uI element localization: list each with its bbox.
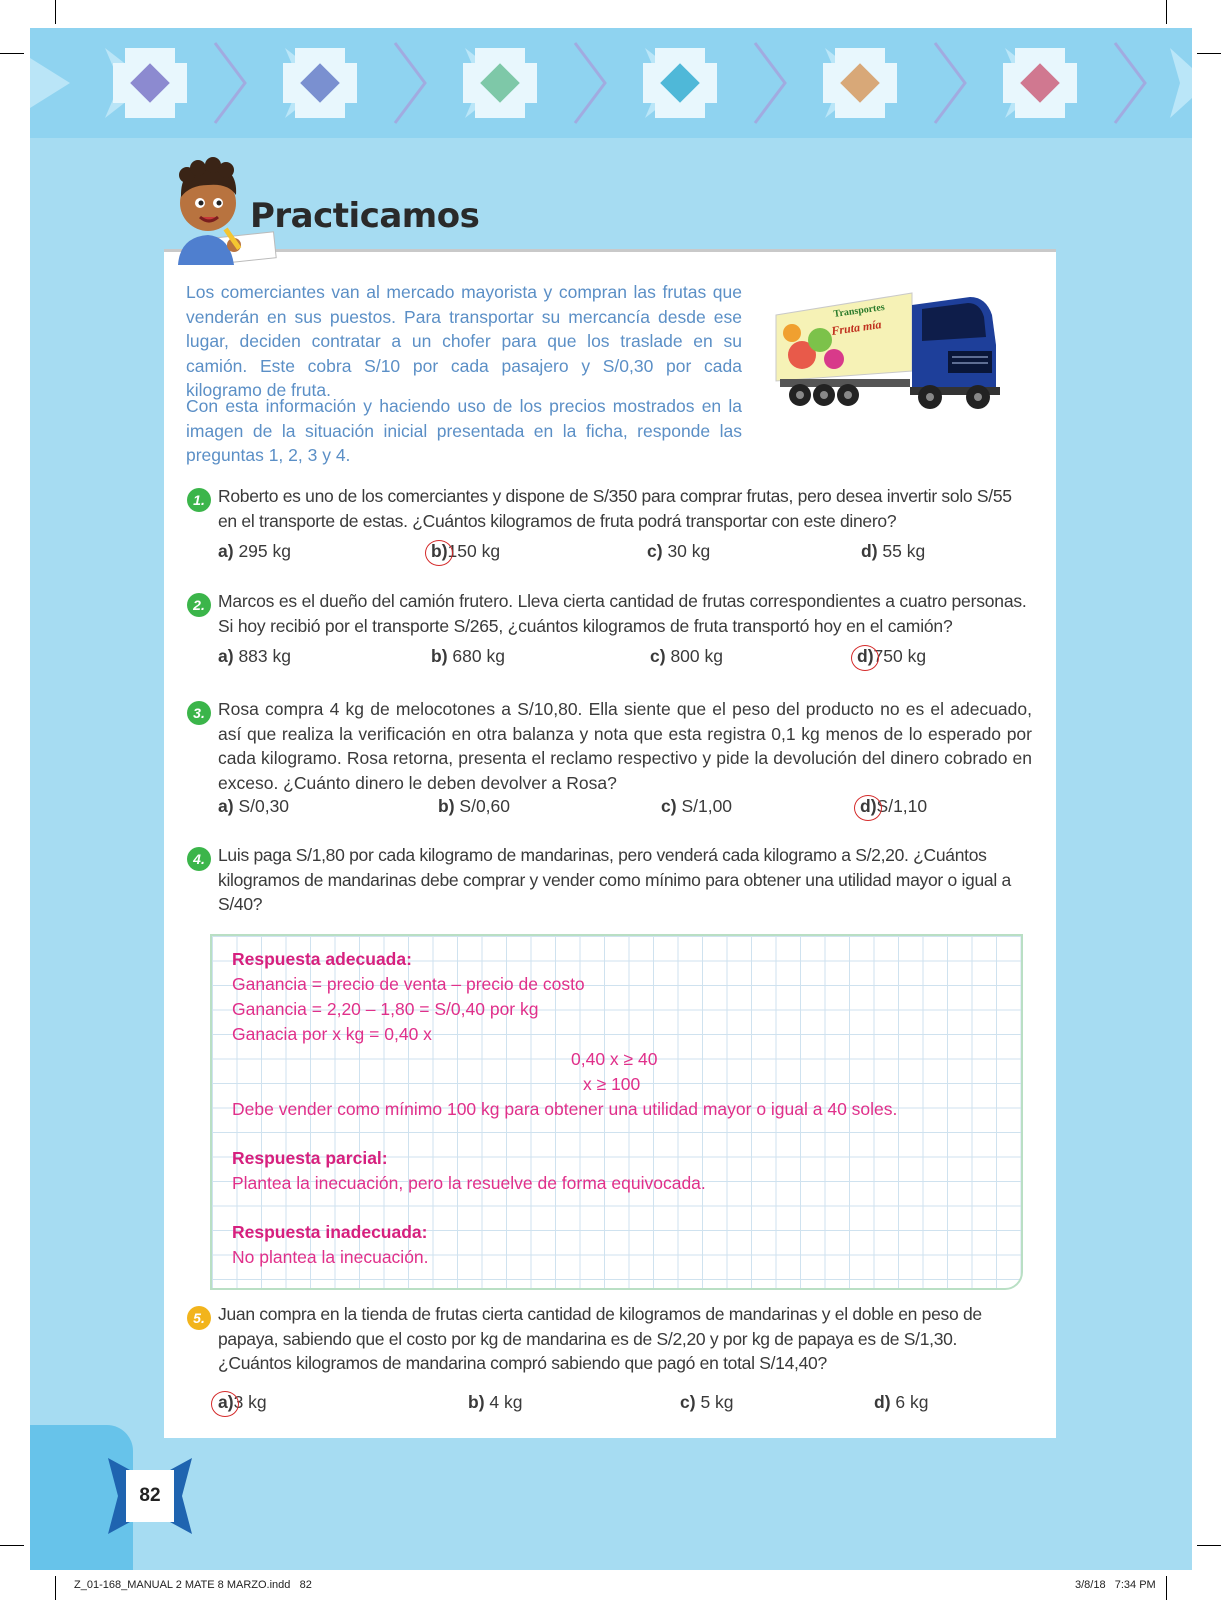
q3-option-b[interactable]	[438, 796, 510, 817]
decorative-border-band	[30, 28, 1192, 138]
truck-label-top: Transportes	[832, 301, 886, 320]
option-value: 295 kg	[238, 541, 291, 561]
question-number-5: 5.	[187, 1306, 211, 1330]
q1-option-a[interactable]	[218, 541, 291, 562]
answer-inadecuada-text: No plantea la inecuación.	[232, 1247, 429, 1267]
answer-circle-mark	[425, 540, 453, 566]
option-letter: d)	[874, 1392, 891, 1412]
question-number-3: 3.	[187, 701, 211, 725]
option-letter: a)	[218, 646, 234, 666]
option-letter: c)	[650, 646, 666, 666]
option-value: 750 kg	[873, 646, 927, 666]
option-value: 55 kg	[882, 541, 926, 561]
crop-mark	[1197, 1545, 1221, 1546]
option-value: 5 kg	[700, 1392, 734, 1412]
answer-circle-mark	[211, 1391, 239, 1417]
truck-label-bottom: Fruta mía	[830, 317, 883, 338]
crop-mark	[0, 1545, 24, 1546]
question-3-text: Rosa compra 4 kg de melocotones a S/10,80. Ella siente que el peso del producto no es el adecuado, así que realiza la verificación en otra balanza y nota que esta registra 0,1 kg menos de lo esperado por cada kilogramo. Rosa retorna, presenta el reclamo respectivo y pide la devolución del dinero cobrado en exceso. ¿Cuánto dinero le deben devolver a Rosa?	[218, 699, 1032, 793]
question-1-text: Roberto es uno de los comerciantes y dispone de S/350 para comprar frutas, pero desea invertir solo S/55 en el transporte de estas. ¿Cuántos kilogramos de fruta podrá transportar con este dinero?	[218, 486, 1012, 531]
question-number-1: 1.	[187, 488, 211, 512]
q3-option-a[interactable]	[218, 796, 289, 817]
option-value: 883 kg	[238, 646, 291, 666]
answer-adecuada-title: Respuesta adecuada:	[232, 949, 412, 969]
answer-circle-mark	[854, 795, 882, 821]
option-value: 680 kg	[452, 646, 505, 666]
crop-mark	[1166, 0, 1167, 24]
crop-mark	[1166, 1576, 1167, 1600]
option-letter: c)	[661, 796, 677, 816]
option-value: 30 kg	[667, 541, 711, 561]
option-letter: c)	[680, 1392, 696, 1412]
option-letter: a)	[218, 541, 234, 561]
option-letter: d)	[860, 796, 877, 816]
option-value: S/1,00	[681, 796, 733, 816]
answer-circle-mark	[851, 645, 879, 671]
option-value: S/1,10	[876, 796, 928, 816]
q2-option-b[interactable]	[431, 646, 505, 667]
option-letter: d)	[857, 646, 874, 666]
option-letter: b)	[468, 1392, 485, 1412]
answer-line-5: x ≥ 100	[583, 1074, 641, 1094]
pattern-icon	[30, 28, 1192, 138]
answer-line-3: Ganacia por x kg = 0,40 x	[232, 1024, 432, 1044]
option-value: 800 kg	[670, 646, 723, 666]
crop-mark	[55, 1576, 56, 1600]
q5-option-b[interactable]	[468, 1392, 522, 1413]
q1-option-d[interactable]	[861, 541, 925, 562]
question-number-4: 4.	[187, 847, 211, 871]
option-letter: a)	[218, 1392, 234, 1412]
q2-option-c[interactable]	[650, 646, 723, 667]
footer-file-info: Z_01-168_MANUAL 2 MATE 8 MARZO.indd 82	[74, 1579, 312, 1591]
answer-line-1: Ganancia = precio de venta – precio de costo	[232, 974, 585, 994]
intro-paragraph-1: Los comerciantes van al mercado mayorista y compran las frutas que venderán en sus puestos. Para transportar su mercancía desde ese lugar, deciden contratar a un chofer para que los traslade en su camión. Este cobra S/10 por cada pasajero y S/0,30 por cada kilogramo de fruta.	[186, 282, 742, 401]
q2-option-a[interactable]	[218, 646, 291, 667]
option-value: 6 kg	[895, 1392, 929, 1412]
option-letter: b)	[431, 541, 448, 561]
answer-parcial-text: Plantea la inecuación, pero la resuelve de forma equivocada.	[232, 1173, 706, 1193]
crop-mark	[55, 0, 56, 24]
option-value: S/0,60	[459, 796, 511, 816]
q1-option-c[interactable]	[647, 541, 710, 562]
option-value: 150 kg	[447, 541, 501, 561]
option-letter: d)	[861, 541, 878, 561]
q5-option-c[interactable]	[680, 1392, 734, 1413]
option-value: 3 kg	[233, 1392, 267, 1412]
question-4-text: Luis paga S/1,80 por cada kilogramo de mandarinas, pero venderá cada kilogramo a S/2,20. ¿Cuántos kilogramos de mandarinas debe comprar y vender como mínimo para obtener una utilidad mayor o igual a S/40?	[218, 845, 1011, 915]
page-number: 82	[126, 1470, 174, 1522]
question-2-text: Marcos es el dueño del camión frutero. Lleva cierta cantidad de frutas correspondientes a cuatro personas. Si hoy recibió por el transporte S/265, ¿cuántos kilogramos de fruta transportó hoy en el camión?	[218, 591, 1027, 636]
question-5-text: Juan compra en la tienda de frutas cierta cantidad de kilogramos de mandarinas y el doble en peso de papaya, sabiendo que el costo por kg de mandarina es de S/2,20 y por kg de papaya es de S/1,30. ¿Cuántos kilogramos de mandarina compró sabiendo que pagó en total S/14,40?	[218, 1304, 982, 1374]
option-letter: b)	[431, 646, 448, 666]
footer-date: 3/8/18 7:34 PM	[1075, 1579, 1156, 1591]
answer-parcial-title: Respuesta parcial:	[232, 1148, 388, 1168]
answer-line-2: Ganancia = 2,20 – 1,80 = S/0,40 por kg	[232, 999, 539, 1019]
title-underline	[164, 249, 1056, 252]
option-letter: c)	[647, 541, 663, 561]
truck-image	[772, 285, 1012, 415]
option-value: S/0,30	[238, 796, 290, 816]
intro-paragraph-2: Con esta información y haciendo uso de los precios mostrados en la imagen de la situación inicial presentada en la ficha, responde las preguntas 1, 2, 3 y 4.	[186, 396, 742, 466]
q3-option-c[interactable]	[661, 796, 732, 817]
question-number-2: 2.	[187, 593, 211, 617]
q5-option-d[interactable]	[874, 1392, 928, 1413]
crop-mark	[0, 53, 24, 54]
answer-line-6: Debe vender como mínimo 100 kg para obtener una utilidad mayor o igual a 40 soles.	[232, 1099, 898, 1119]
option-value: 4 kg	[489, 1392, 523, 1412]
page-title: Practicamos	[250, 196, 480, 236]
option-letter: b)	[438, 796, 455, 816]
option-letter: a)	[218, 796, 234, 816]
answer-inadecuada-title: Respuesta inadecuada:	[232, 1222, 428, 1242]
answer-line-4: 0,40 x ≥ 40	[571, 1049, 658, 1069]
crop-mark	[1197, 53, 1221, 54]
